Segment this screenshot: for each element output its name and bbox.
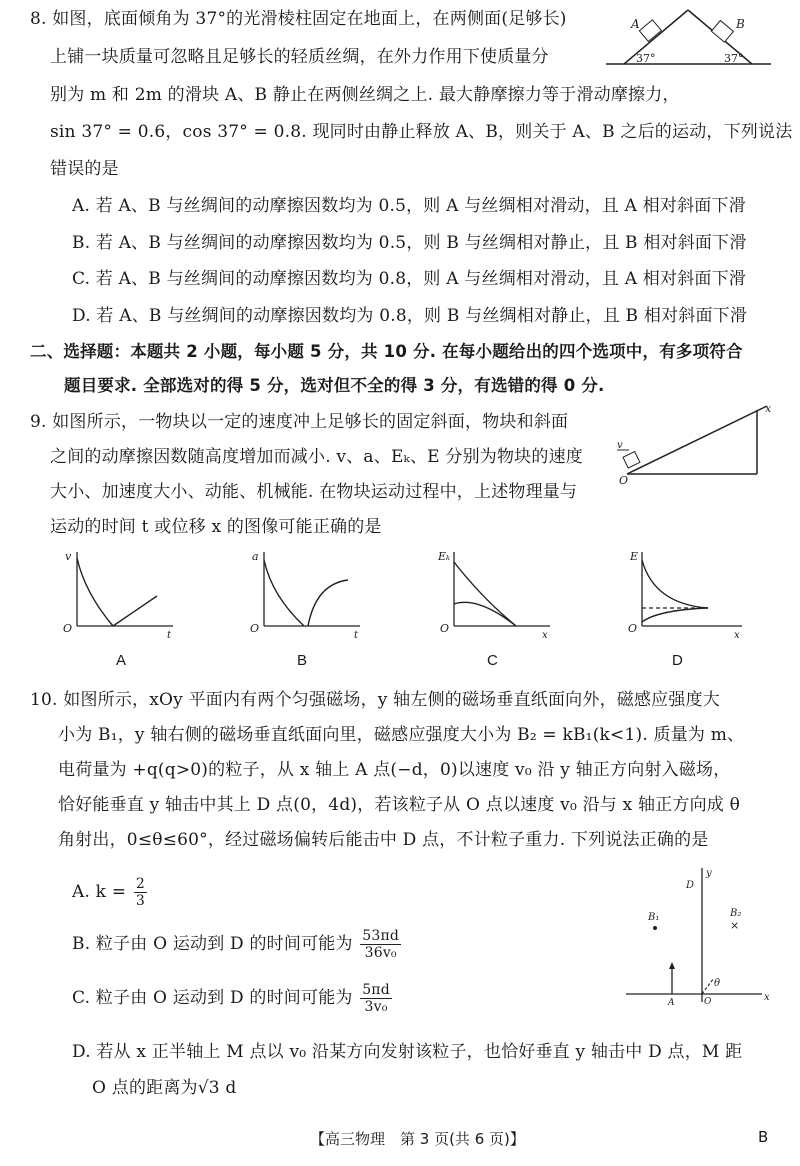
q10-option-a (72, 872, 149, 912)
q10-option-c-num: 5πd (362, 982, 390, 998)
q9-fig-origin: O (619, 474, 629, 487)
graph-a-ylabel: v (65, 550, 72, 563)
q9-graph-a (55, 548, 175, 648)
q8-line-4: sin 37° = 0.6，cos 37° = 0.8. 现同时由静止释放 A、B，则关于 A、B 之后的运动，下列说法 (50, 122, 793, 142)
q9-fig-v-label: v (617, 440, 623, 451)
section2-instructions-1: 二、选择题：本题共 2 小题，每小题 5 分，共 10 分. 在每小题给出的四个选项中，有多项符合 (30, 342, 743, 361)
graph-b-ylabel: a (252, 550, 259, 563)
graph-d-xlabel: x (734, 630, 740, 641)
graph-b-caption: B (297, 652, 308, 669)
q10-fig-b1: B₁ (648, 912, 660, 923)
q9-graph-d (620, 548, 750, 648)
q8-prism-figure (606, 6, 776, 68)
q10-fig-d: D (686, 880, 695, 891)
q10-option-b-den: 36v₀ (364, 945, 397, 961)
q10-option-a-den: 3 (135, 893, 145, 909)
q10-fig-a: A (668, 998, 675, 1008)
q10-fig-x: x (764, 992, 770, 1003)
q8-line-2: 上铺一块质量可忽略且足够长的轻质丝绸，在外力作用下使质量分 (50, 47, 549, 67)
q8-option-c: C. 若 A、B 与丝绸间的动摩擦因数均为 0.8，则 A 与丝绸相对滑动，且 A 相对斜面下滑 (72, 269, 746, 289)
graph-d-origin: O (628, 622, 638, 635)
q10-fig-b2: B₂ (730, 908, 742, 919)
q10-fig-theta: θ (714, 978, 721, 989)
graph-a-caption: A (116, 652, 127, 669)
graph-c-caption: C (487, 652, 498, 669)
graph-c-xlabel: x (542, 630, 548, 641)
q10-option-c-text: C. 粒子由 O 运动到 D 的时间可能为 (72, 988, 353, 1008)
q8-line-5: 错误的是 (50, 159, 119, 179)
q10-option-b-fraction (360, 928, 401, 961)
page-version: B (758, 1128, 769, 1146)
q10-option-d-line-1: D. 若从 x 正半轴上 M 点以 v₀ 沿某方向发射该粒子，也恰好垂直 y 轴击中 D 点，M 距 (72, 1042, 743, 1062)
q9-incline-figure (615, 402, 775, 487)
q9-line-3: 大小、加速度大小、动能、机械能. 在物块运动过程中，上述物理量与 (50, 482, 578, 502)
q8-option-d: D. 若 A、B 与丝绸间的动摩擦因数均为 0.8，则 B 与丝绸相对静止，且 B 相对斜面下滑 (72, 306, 748, 326)
q10-option-c-fraction (360, 982, 392, 1015)
q8-fig-angle-right: 37° (724, 52, 744, 65)
q10-option-b-text: B. 粒子由 O 运动到 D 的时间可能为 (72, 934, 353, 954)
q8-fig-angle-left: 37° (636, 52, 656, 65)
graph-c-origin: O (440, 622, 450, 635)
q9-line-1: 9. 如图所示，一物块以一定的速度冲上足够长的固定斜面，物块和斜面 (30, 412, 569, 432)
q10-option-b-num: 53πd (362, 928, 400, 944)
q8-fig-label-b: B (736, 17, 745, 31)
q9-line-2: 之间的动摩擦因数随高度增加而减小. v、a、Eₖ、E 分别为物块的速度 (50, 447, 583, 467)
graph-b-origin: O (250, 622, 260, 635)
q10-option-a-text: A. k = (72, 882, 127, 902)
q8-line-3: 别为 m 和 2m 的滑块 A、B 静止在两侧丝绸之上. 最大静摩擦力等于滑动摩擦力， (50, 85, 680, 105)
q9-graph-b (242, 548, 362, 648)
q10-line-2: 小为 B₁，y 轴右侧的磁场垂直纸面向里，磁感应强度大小为 B₂ = kB₁(k<1). 质量为 m、 (58, 725, 745, 745)
q8-option-b: B. 若 A、B 与丝绸间的动摩擦因数均为 0.5，则 B 与丝绸相对静止，且 B 相对斜面下滑 (72, 233, 747, 253)
q10-line-3: 电荷量为 +q(q>0)的粒子，从 x 轴上 A 点(−d，0)以速度 v₀ 沿 y 轴正方向射入磁场， (58, 760, 731, 780)
graph-d-ylabel: E (630, 550, 639, 563)
q10-option-d-line-2: O 点的距离为√3 d (92, 1078, 237, 1098)
q10-option-a-num: 2 (135, 876, 145, 892)
q10-line-4: 恰好能垂直 y 轴击中其上 D 点(0，4d)，若该粒子从 O 点以速度 v₀ 沿与 x 轴正方向成 θ (58, 795, 741, 815)
q10-fig-o: O (704, 997, 712, 1007)
graph-b-xlabel: t (354, 630, 359, 641)
graph-c-ylabel: Eₖ (438, 550, 451, 563)
q10-option-c (72, 978, 394, 1018)
graph-a-origin: O (63, 622, 73, 635)
q10-option-a-fraction (134, 876, 147, 909)
q10-line-1: 10. 如图所示，xOy 平面内有两个匀强磁场，y 轴左侧的磁场垂直纸面向外，磁感应强度大 (30, 690, 720, 710)
q8-line-1: 8. 如图，底面倾角为 37°的光滑棱柱固定在地面上，在两侧面(足够长) (30, 9, 567, 29)
q10-option-b (72, 924, 403, 964)
q9-graph-c (432, 548, 552, 648)
q8-option-a: A. 若 A、B 与丝绸间的动摩擦因数均为 0.5，则 A 与丝绸相对滑动，且 A 相对斜面下滑 (72, 196, 746, 216)
q9-line-4: 运动的时间 t 或位移 x 的图像可能正确的是 (50, 517, 382, 537)
section2-instructions-2: 题目要求. 全部选对的得 5 分，选对但不全的得 3 分，有选错的得 0 分. (64, 376, 605, 395)
graph-d-caption: D (672, 652, 683, 669)
q10-option-c-den: 3v₀ (364, 999, 388, 1015)
q8-fig-label-a: A (631, 17, 640, 31)
q9-fig-x-label: x (765, 402, 772, 415)
graph-a-xlabel: t (167, 630, 172, 641)
svg-text:×: × (730, 919, 740, 932)
q10-field-figure (622, 862, 772, 1007)
page-footer: 【高三物理 第 3 页(共 6 页)】 (310, 1130, 525, 1148)
q10-line-5: 角射出，0≤θ≤60°，经过磁场偏转后能击中 D 点，不计粒子重力. 下列说法正确的是 (58, 830, 709, 850)
q10-fig-y: y (706, 868, 712, 879)
